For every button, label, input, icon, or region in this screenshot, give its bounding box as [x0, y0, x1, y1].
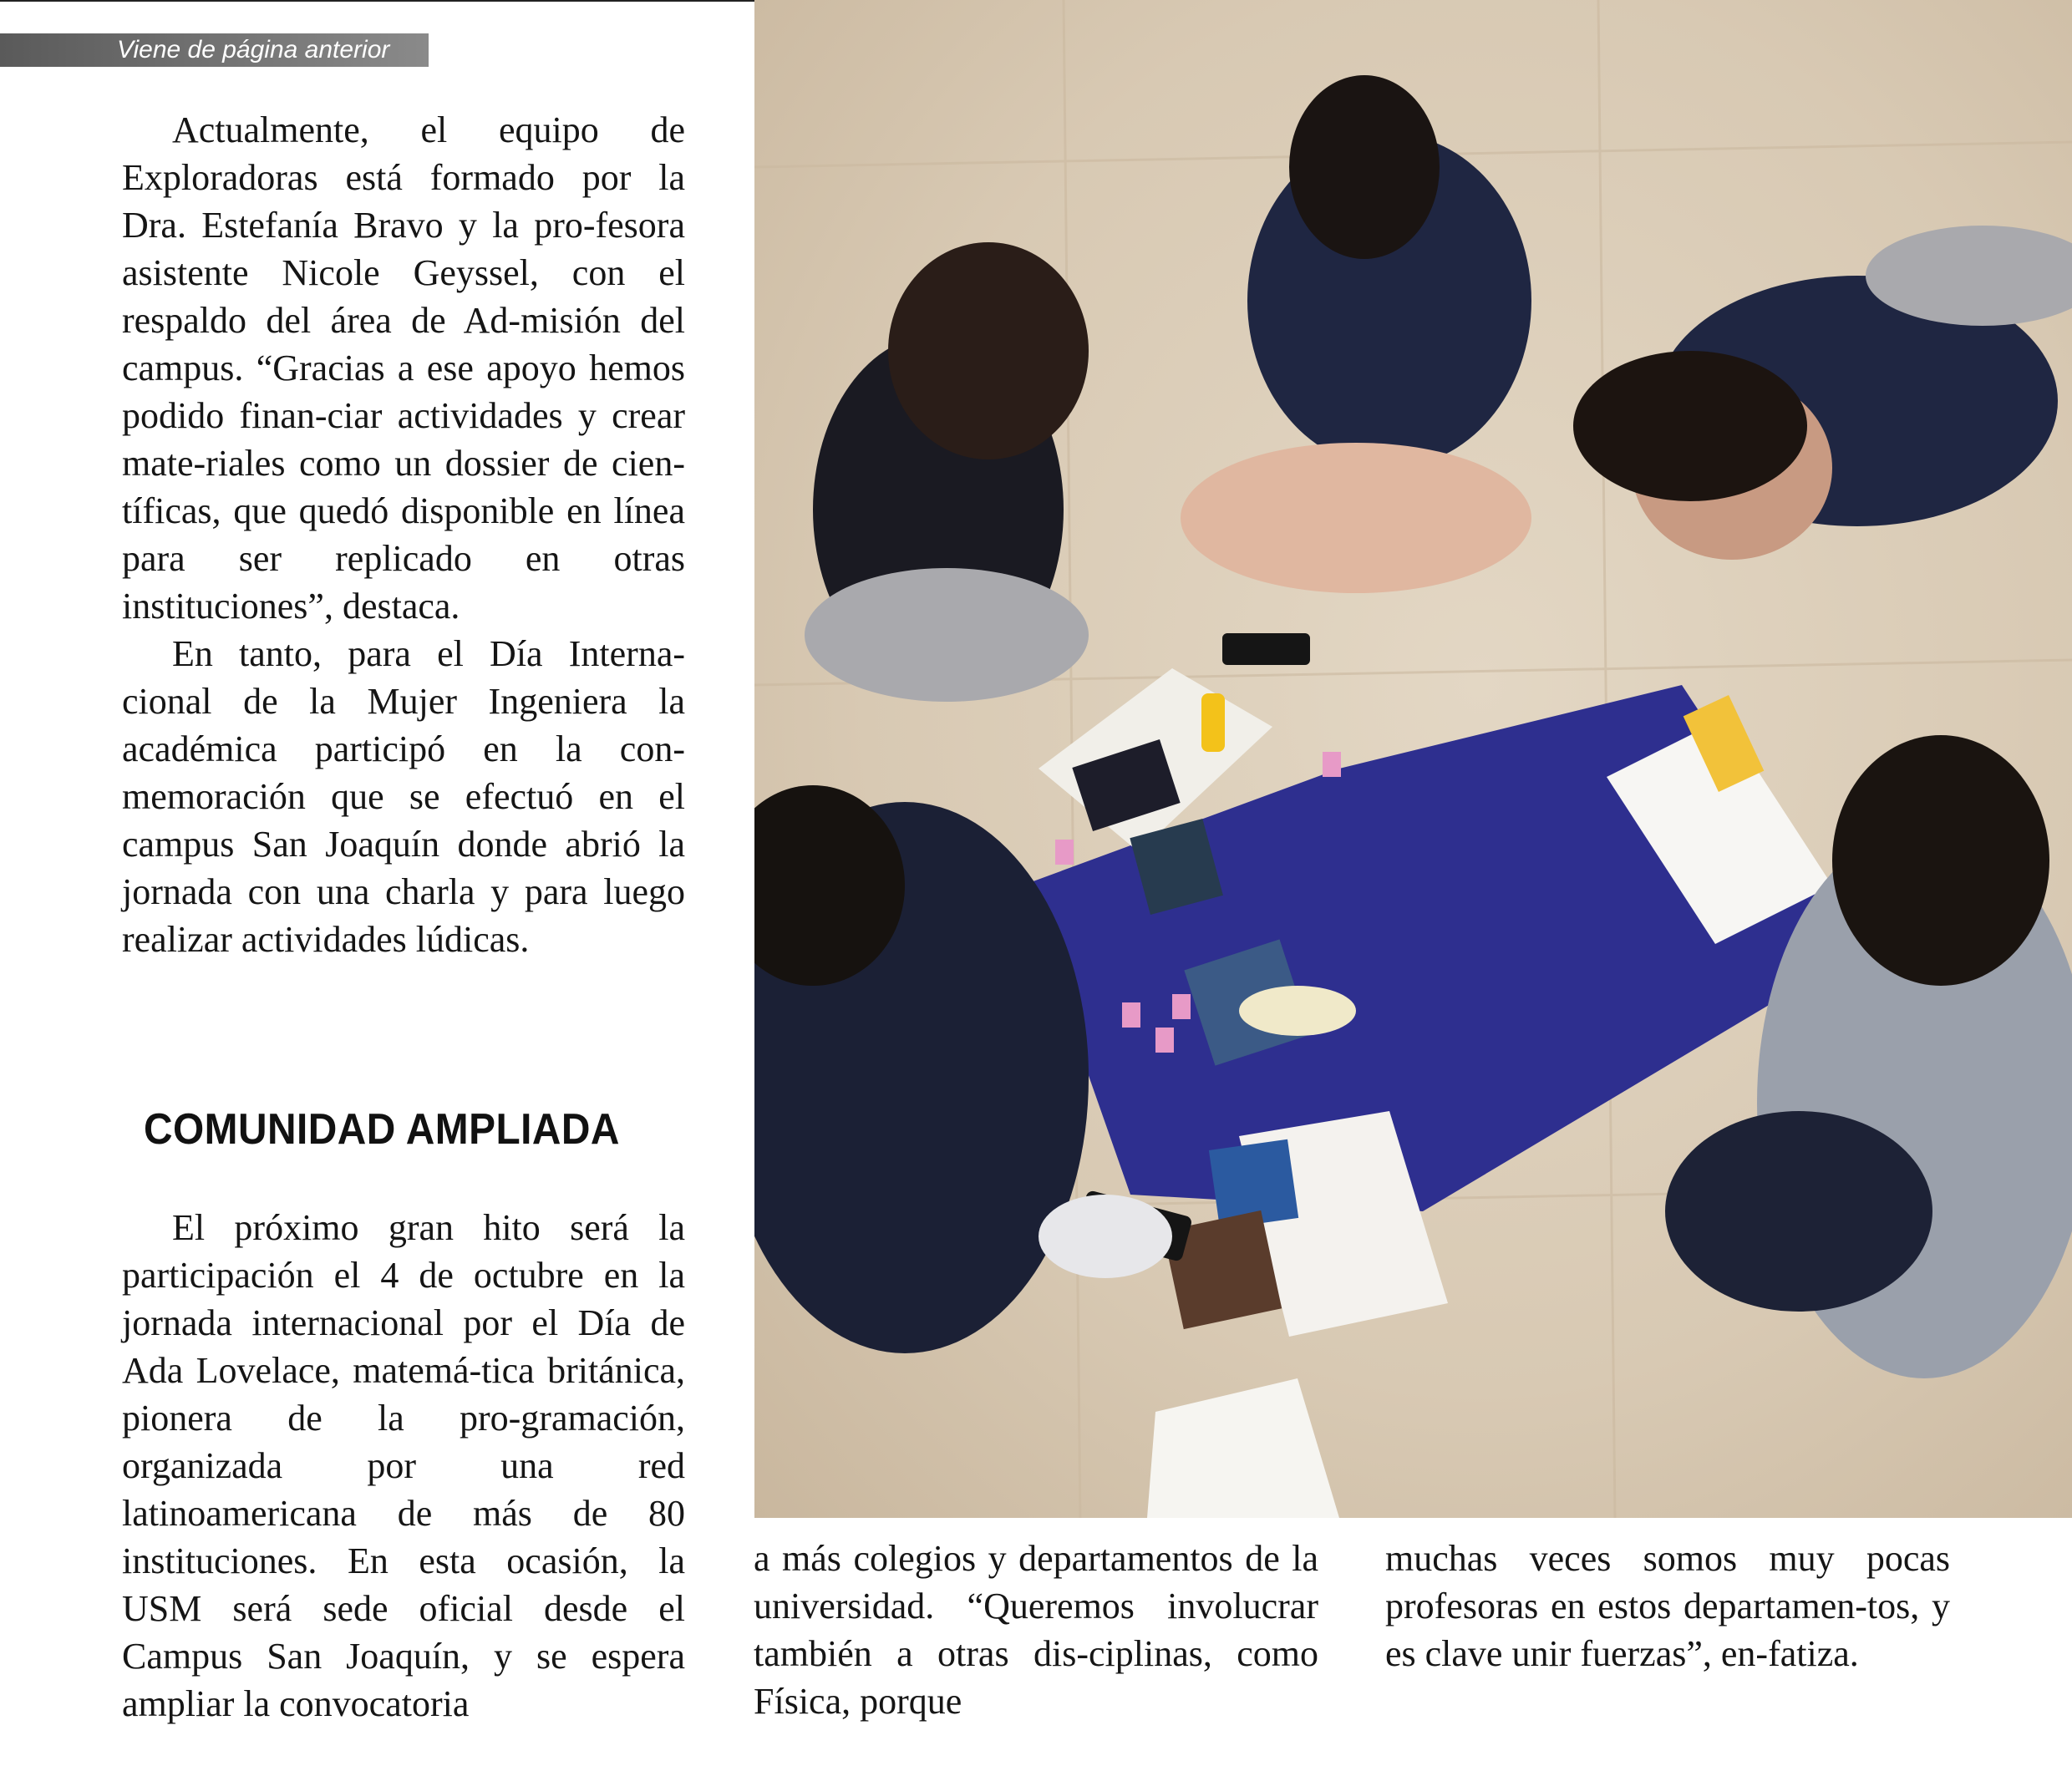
article-column-1-top	[122, 106, 685, 963]
student-hair	[1832, 735, 2049, 986]
cutout	[1239, 986, 1356, 1036]
article-paragraph: En tanto, para el Día Interna-cional de la Mujer Ingeniera la académica participó en la con-memoración que se efectuó en el campus San Joaquín donde abrió la jornada con una charla y para luego realizar actividades lúdicas.	[122, 633, 685, 960]
student-hair	[888, 242, 1089, 459]
article-column-3	[1385, 1535, 1950, 1677]
students-workshop-photo	[754, 0, 2072, 1518]
paper-sheet	[1147, 1378, 1339, 1518]
article-column-2	[754, 1535, 1318, 1725]
glue-stick	[1201, 693, 1225, 752]
article-paragraph: muchas veces somos muy pocas profesoras en estos departamen-tos, y es clave unir fuerzas”, en-fatiza.	[1385, 1538, 1950, 1674]
student-legs	[1665, 1111, 1932, 1312]
student-pants	[805, 568, 1089, 702]
student-hair	[1573, 351, 1807, 501]
student-legs	[1181, 443, 1531, 593]
article-paragraph: a más colegios y departamentos de la universidad. “Queremos involucrar también a otras dis-ciplinas, como Física, porque	[754, 1538, 1318, 1722]
top-rule	[0, 0, 756, 2]
student-hair	[1289, 75, 1440, 259]
article-column-1-bottom	[122, 1204, 685, 1728]
article-paragraph: Actualmente, el equipo de Exploradoras está formado por la Dra. Estefanía Bravo y la pro-fesora asistente Nicole Geyssel, con el respaldo del área de Ad-misión del campus. “Gracias a ese apoyo hemos podido finan-ciar actividades y crear mate-riales como un dossier de cien-tíficas, que quedó disponible en línea para ser replicado en otras instituciones”, destaca.	[122, 109, 685, 627]
section-heading: COMUNIDAD AMPLIADA	[144, 1105, 620, 1154]
article-paragraph: El próximo gran hito será la participación el 4 de octubre en la jornada internacional por el Día de Ada Lovelace, matemá-tica británica, pionera de la pro-gramación, organizada por una red latinoamericana de más de 80 instituciones. En esta ocasión, la USM será sede oficial desde el Campus San Joaquín, y se espera ampliar la convocatoria	[122, 1207, 685, 1724]
phone	[1222, 633, 1310, 665]
continued-from-previous-page-label: Viene de página anterior	[0, 33, 429, 67]
photo-illustration	[754, 0, 2072, 1518]
sneaker	[1039, 1195, 1172, 1278]
